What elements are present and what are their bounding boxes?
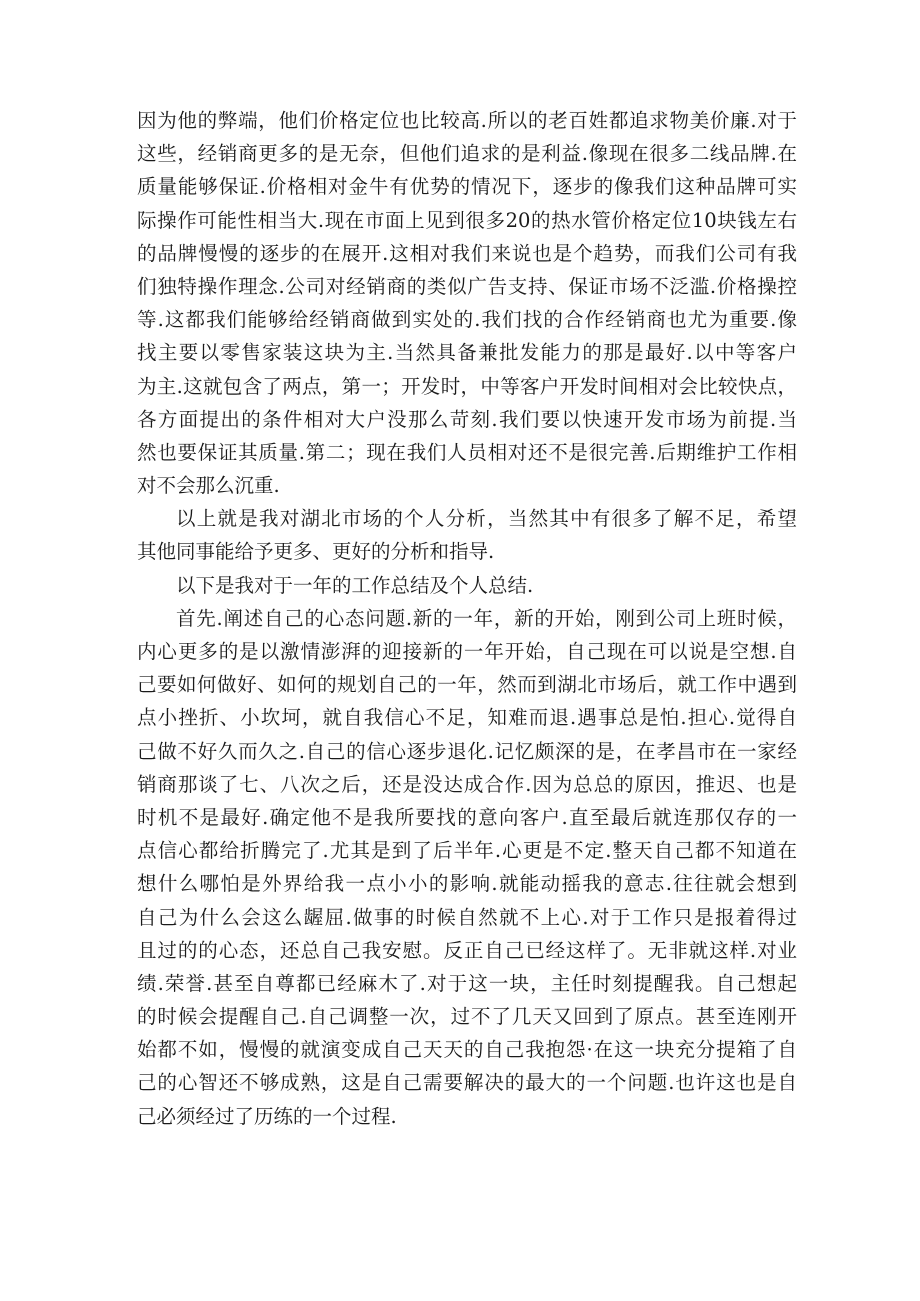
text-line: 绩.荣誉.甚至自尊都已经麻木了.对于这一块，主任时刻提醒我。自己想起 [137, 971, 797, 995]
text-line: 们独特操作理念.公司对经销商的类似广告支持、保证市场不泛滥.价格操控 [137, 274, 797, 298]
text-line: 点小挫折、小坎坷，就自我信心不足，知难而退.遇事总是怕.担心.觉得自 [137, 706, 797, 730]
text-line: 己要如何做好、如何的规划自己的一年，然而到湖北市场后，就工作中遇到 [137, 673, 797, 697]
text-line: 自己为什么会这么龌屈.做事的时候自然就不上心.对于工作只是报着得过 [137, 905, 797, 929]
text-line: 且过的的心态，还总自己我安慰。反正自己已经这样了。无非就这样.对业 [137, 938, 797, 962]
text-line: 为主.这就包含了两点，第一；开发时，中等客户开发时间相对会比较快点， [137, 374, 797, 398]
text-line: 时机不是最好.确定他不是我所要找的意向客户.直至最后就连那仅存的一 [137, 805, 797, 829]
text-line: 际操作可能性相当大.现在市面上见到很多20的热水管价格定位10块钱左右 [137, 208, 797, 232]
text-line: 各方面提出的条件相对大户没那么苛刻.我们要以快速开发市场为前提.当 [137, 407, 797, 431]
text-line: 内心更多的是以激情澎湃的迎接新的一年开始，自己现在可以说是空想.自 [137, 640, 797, 663]
text-line: 对不会那么沉重. [137, 474, 280, 498]
text-line: 点信心都给折腾完了.尤其是到了后半年.心更是不定.整天自己都不知道在 [137, 839, 797, 863]
document-body [137, 104, 797, 1133]
text-line: 想什么哪怕是外界给我一点小小的影响.就能动摇我的意志.往往就会想到 [137, 872, 797, 896]
paragraph-first-line: 首先.阐述自己的心态问题.新的一年，新的开始，刚到公司上班时候， [176, 606, 797, 630]
text-line: 始都不如，慢慢的就演变成自己天天的自己我抱怨·在这一块充分提箱了自 [137, 1038, 797, 1062]
text-line: 的品牌慢慢的逐步的在展开.这相对我们来说也是个趋势，而我们公司有我 [137, 241, 797, 265]
text-line: 己的心智还不够成熟，这是自己需要解决的最大的一个问题.也许这也是自 [137, 1071, 797, 1095]
text-line: 找主要以零售家装这块为主.当然具备兼批发能力的那是最好.以中等客户 [137, 341, 797, 365]
text-line: 质量能够保证.价格相对金牛有优势的情况下，逐步的像我们这种品牌可实 [137, 175, 797, 199]
paragraph-first-line: 以下是我对于一年的工作总结及个人总结. [176, 573, 534, 597]
text-line: 这些，经销商更多的是无奈，但他们追求的是利益.像现在很多二线品牌.在 [137, 142, 797, 166]
text-line: 然也要保证其质量.第二；现在我们人员相对还不是很完善.后期维护工作相 [137, 440, 797, 464]
text-line: 等.这都我们能够给经销商做到实处的.我们找的合作经销商也尤为重要.像 [137, 308, 797, 332]
text-line: 的时候会提醒自己.自己调整一次，过不了几天又回到了原点。甚至连刚开 [137, 1005, 797, 1029]
text-line: 己必须经过了历练的一个过程. [137, 1104, 397, 1128]
text-line: 因为他的弊端，他们价格定位也比较高.所以的老百姓都追求物美价廉.对于 [137, 109, 797, 132]
text-line: 己做不好久而久之.自己的信心逐步退化.记忆颇深的是，在孝昌市在一家经 [137, 739, 797, 763]
text-line: 其他同事能给予更多、更好的分析和指导. [137, 540, 495, 564]
paragraph-first-line: 以上就是我对湖北市场的个人分析，当然其中有很多了解不足，希望 [176, 507, 797, 531]
text-line: 销商那谈了七、八次之后，还是没达成合作.因为总总的原因，推迟、也是 [137, 772, 797, 796]
